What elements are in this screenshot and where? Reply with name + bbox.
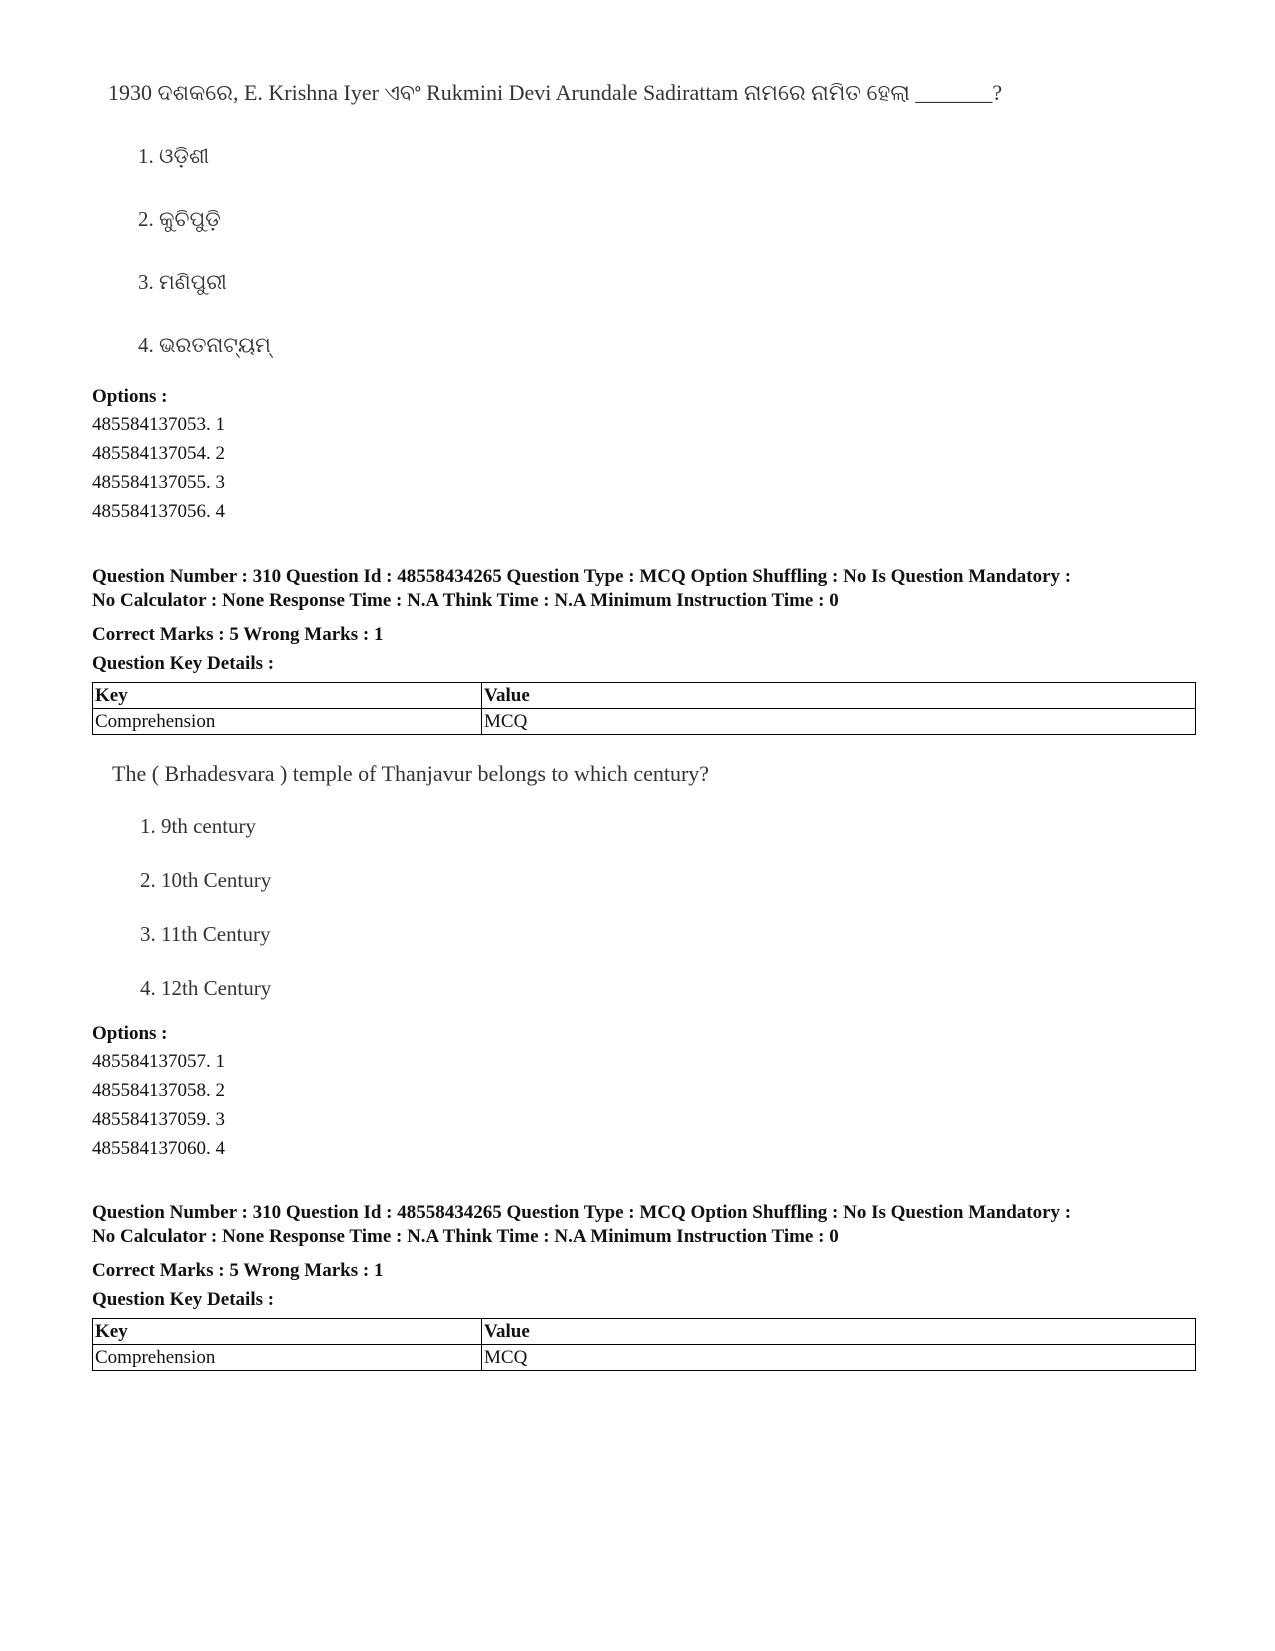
options-label-1: Options :: [92, 386, 168, 407]
question-text-2: The ( Brhadesvara ) temple of Thanjavur belongs to which century?: [112, 761, 710, 786]
option-id-2-3: 485584137059. 3: [92, 1109, 225, 1130]
table-header-row: [93, 1319, 1196, 1345]
marks-2: Correct Marks : 5 Wrong Marks : 1: [92, 1260, 384, 1281]
option-id-2-2: 485584137058. 2: [92, 1080, 225, 1101]
meta-line-1: Question Number : 310 Question Id : 48558434265 Question Type : MCQ Option Shuffling : No Is Question Mandatory :: [92, 1202, 1072, 1223]
choice-2-2: 2. 10th Century: [140, 868, 272, 892]
option-id-1-3: 485584137055. 3: [92, 472, 225, 493]
option-id-1-4: 485584137056. 4: [92, 501, 225, 522]
question-meta-2: [92, 1201, 1202, 1249]
table-cell-key: Comprehension: [93, 709, 482, 735]
option-id-1-2: 485584137054. 2: [92, 443, 225, 464]
key-value-table-1: [92, 682, 1196, 735]
table-cell-value: MCQ: [482, 1345, 1196, 1371]
key-details-label-2: Question Key Details :: [92, 1289, 275, 1310]
table-cell-value: MCQ: [482, 709, 1196, 735]
option-id-2-1: 485584137057. 1: [92, 1051, 225, 1072]
choice-1-2: 2. କୁଚିପୁଡ଼ି: [138, 207, 221, 231]
marks-1: Correct Marks : 5 Wrong Marks : 1: [92, 624, 384, 645]
choice-1-1: 1. ଓଡ଼ିଶୀ: [138, 144, 210, 168]
meta-line-2: No Calculator : None Response Time : N.A Think Time : N.A Minimum Instruction Time : 0: [92, 590, 839, 611]
choice-2-3: 3. 11th Century: [140, 922, 271, 946]
meta-line-1: Question Number : 310 Question Id : 48558434265 Question Type : MCQ Option Shuffling : No Is Question Mandatory :: [92, 566, 1072, 587]
choice-1-3: 3. ମଣିପୁରୀ: [138, 270, 227, 294]
table-row: [93, 1345, 1196, 1371]
option-id-2-4: 485584137060. 4: [92, 1138, 225, 1159]
key-value-table-2: [92, 1318, 1196, 1371]
options-label-2: Options :: [92, 1023, 168, 1044]
question-meta-1: [92, 565, 1202, 613]
table-header-key: Key: [93, 683, 482, 709]
table-cell-key: Comprehension: [93, 1345, 482, 1371]
table-row: [93, 709, 1196, 735]
meta-line-2: No Calculator : None Response Time : N.A Think Time : N.A Minimum Instruction Time : 0: [92, 1226, 839, 1247]
choice-2-1: 1. 9th century: [140, 814, 257, 838]
choice-2-4: 4. 12th Century: [140, 976, 272, 1000]
table-header-key: Key: [93, 1319, 482, 1345]
table-header-value: Value: [482, 1319, 1196, 1345]
table-header-value: Value: [482, 683, 1196, 709]
option-id-1-1: 485584137053. 1: [92, 414, 225, 435]
key-details-label-1: Question Key Details :: [92, 653, 275, 674]
question-text-1: 1930 ଦଶକରେ, E. Krishna Iyer ଏବଂ Rukmini Devi Arundale Sadirattam ନାମରେ ନାମିତ ହେଲା _______?: [108, 80, 1003, 105]
choice-1-4: 4. ଭରତନାଟ୍ୟମ୍: [138, 333, 271, 357]
table-header-row: [93, 683, 1196, 709]
